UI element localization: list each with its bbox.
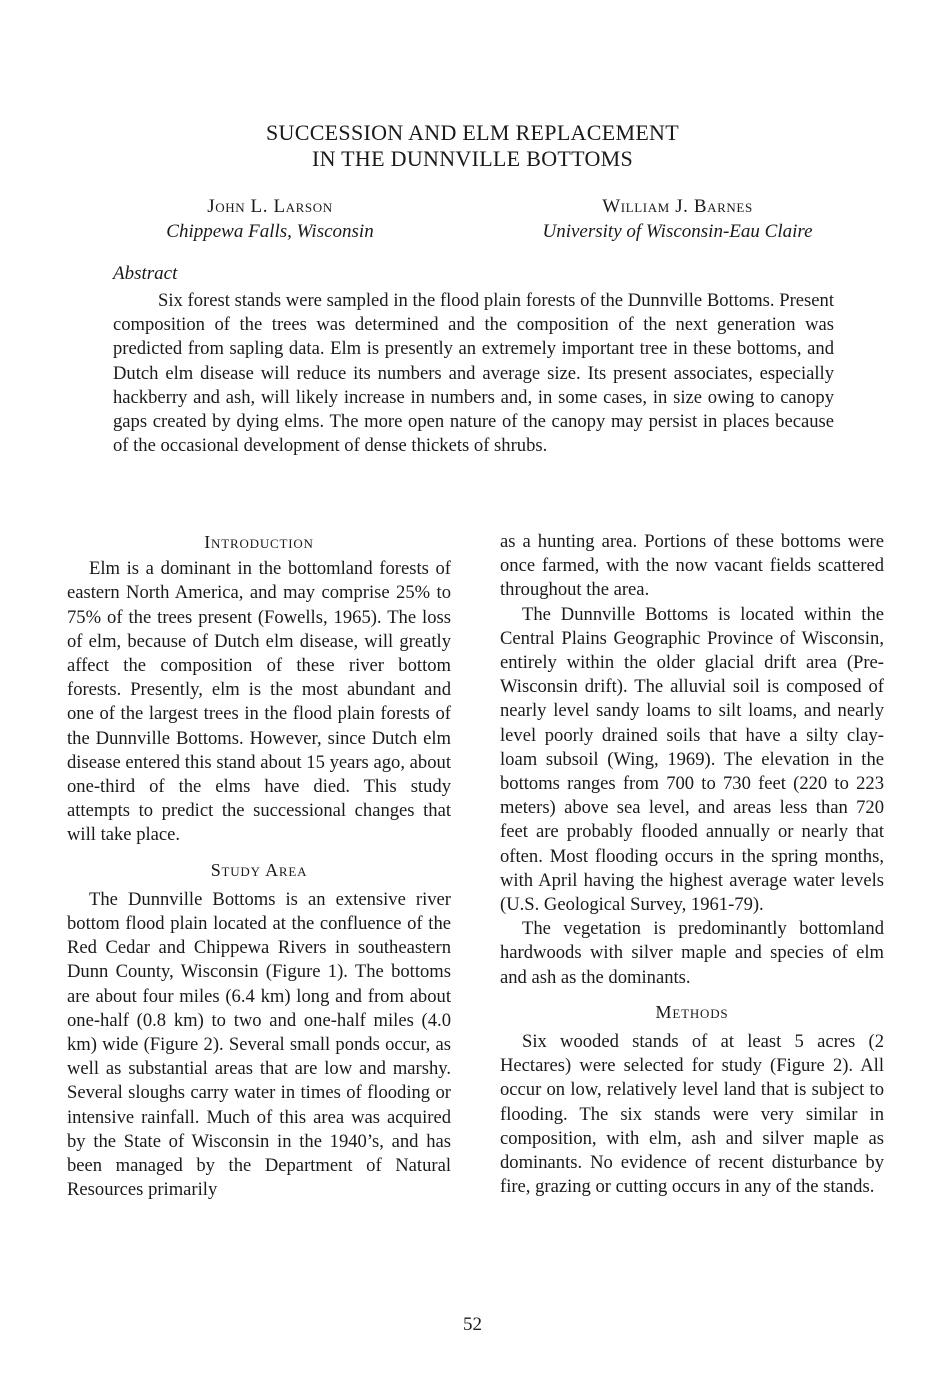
author-block-barnes <box>495 194 860 244</box>
title-line-2: IN THE DUNNVILLE BOTTOMS <box>311 146 634 171</box>
author-block-larson <box>120 194 420 244</box>
study-area-paragraph-3: The vegetation is predominantly bottomland hardwoods with silver maple and species of elm and ash as the dominants. <box>500 918 884 988</box>
methods-paragraph: Six wooded stands of at least 5 acres (2 Hectares) were selected for study (Figure 2). All occur on low, relatively level land that is subject to flooding. The six stands were very similar in composition, with elm, ash and silver maple as dominants. No evidence of recent disturbance by fire, grazing or cutting occurs in any of the stands. <box>500 1031 884 1198</box>
section-heading-introduction: Introduction <box>204 532 314 552</box>
page-number: 52 <box>463 1314 482 1335</box>
author-affiliation: Chippewa Falls, Wisconsin <box>166 221 374 242</box>
right-column <box>500 530 884 1199</box>
article-title <box>0 120 945 172</box>
introduction-paragraph: Elm is a dominant in the bottomland forests of eastern North America, and may comprise 25% to 75% of the trees present (Fowells, 1965). The loss of elm, because of Dutch elm disease, will greatly affect the composition of these river bottom forests. Presently, elm is the most abundant and one of the largest trees in the flood plain forests of the Dunnville Bottoms. However, since Dutch elm disease entered this stand about 15 years ago, about one-third of the elms have died. This study attempts to predict the successional changes that will take place. <box>67 558 451 846</box>
abstract-text: Six forest stands were sampled in the flood plain forests of the Dunnville Bottoms. Present composition of the trees was determined and the composition of the next generation was predicted from sapling data. Elm is presently an extremely important tree in these bottoms, and Dutch elm disease will reduce its numbers and average size. Its present associates, especially hackberry and ash, will likely increase in numbers and, in some cases, in size owing to canopy gaps created by dying elms. The more open nature of the canopy may persist in places because of the occasional development of dense thickets of shrubs. <box>113 290 834 457</box>
title-line-1: SUCCESSION AND ELM REPLACEMENT <box>266 120 679 145</box>
abstract-body <box>113 289 834 458</box>
study-area-paragraph-2: The Dunnville Bottoms is located within the Central Plains Geographic Province of Wisconsin, entirely within the older glacial drift area (Pre-Wisconsin drift). The alluvial soil is composed of nearly level sandy loams to silt loams, and nearly level poorly drained soils that have a silty clay-loam subsoil (Wing, 1969). The elevation in the bottoms ranges from 700 to 730 feet (220 to 223 meters) above sea level, and areas less than 720 feet are probably flooded annually or nearly that often. Most flooding occurs in the spring months, with April having the highest average water levels (U.S. Geological Survey, 1961-79). <box>500 603 884 916</box>
abstract-heading: Abstract <box>113 263 178 284</box>
study-area-paragraph-1: The Dunnville Bottoms is an extensive river bottom flood plain located at the confluence of the Red Cedar and Chippewa Rivers in southeastern Dunn County, Wisconsin (Figure 1). The bottoms are about four miles (6.4 km) long and from about one-half (0.8 km) to two and one-half miles (4.0 km) wide (Figure 2). Several small ponds occur, as well as substantial areas that are low and marshy. Several sloughs carry water in times of flooding or intensive rainfall. Much of this area was acquired by the State of Wisconsin in the 1940’s, and has been managed by the Department of Natural Resources primarily <box>67 888 451 1201</box>
author-affiliation: University of Wisconsin-Eau Claire <box>542 221 813 242</box>
left-column <box>67 530 451 1202</box>
study-area-paragraph-1-continued: as a hunting area. Portions of these bottoms were once farmed, with the now vacant fields scattered throughout the area. <box>500 531 884 601</box>
author-name: William J. Barnes <box>602 196 753 217</box>
author-name: John L. Larson <box>207 196 333 217</box>
section-heading-methods: Methods <box>655 1001 729 1022</box>
section-heading-study-area: Study Area <box>210 859 308 880</box>
